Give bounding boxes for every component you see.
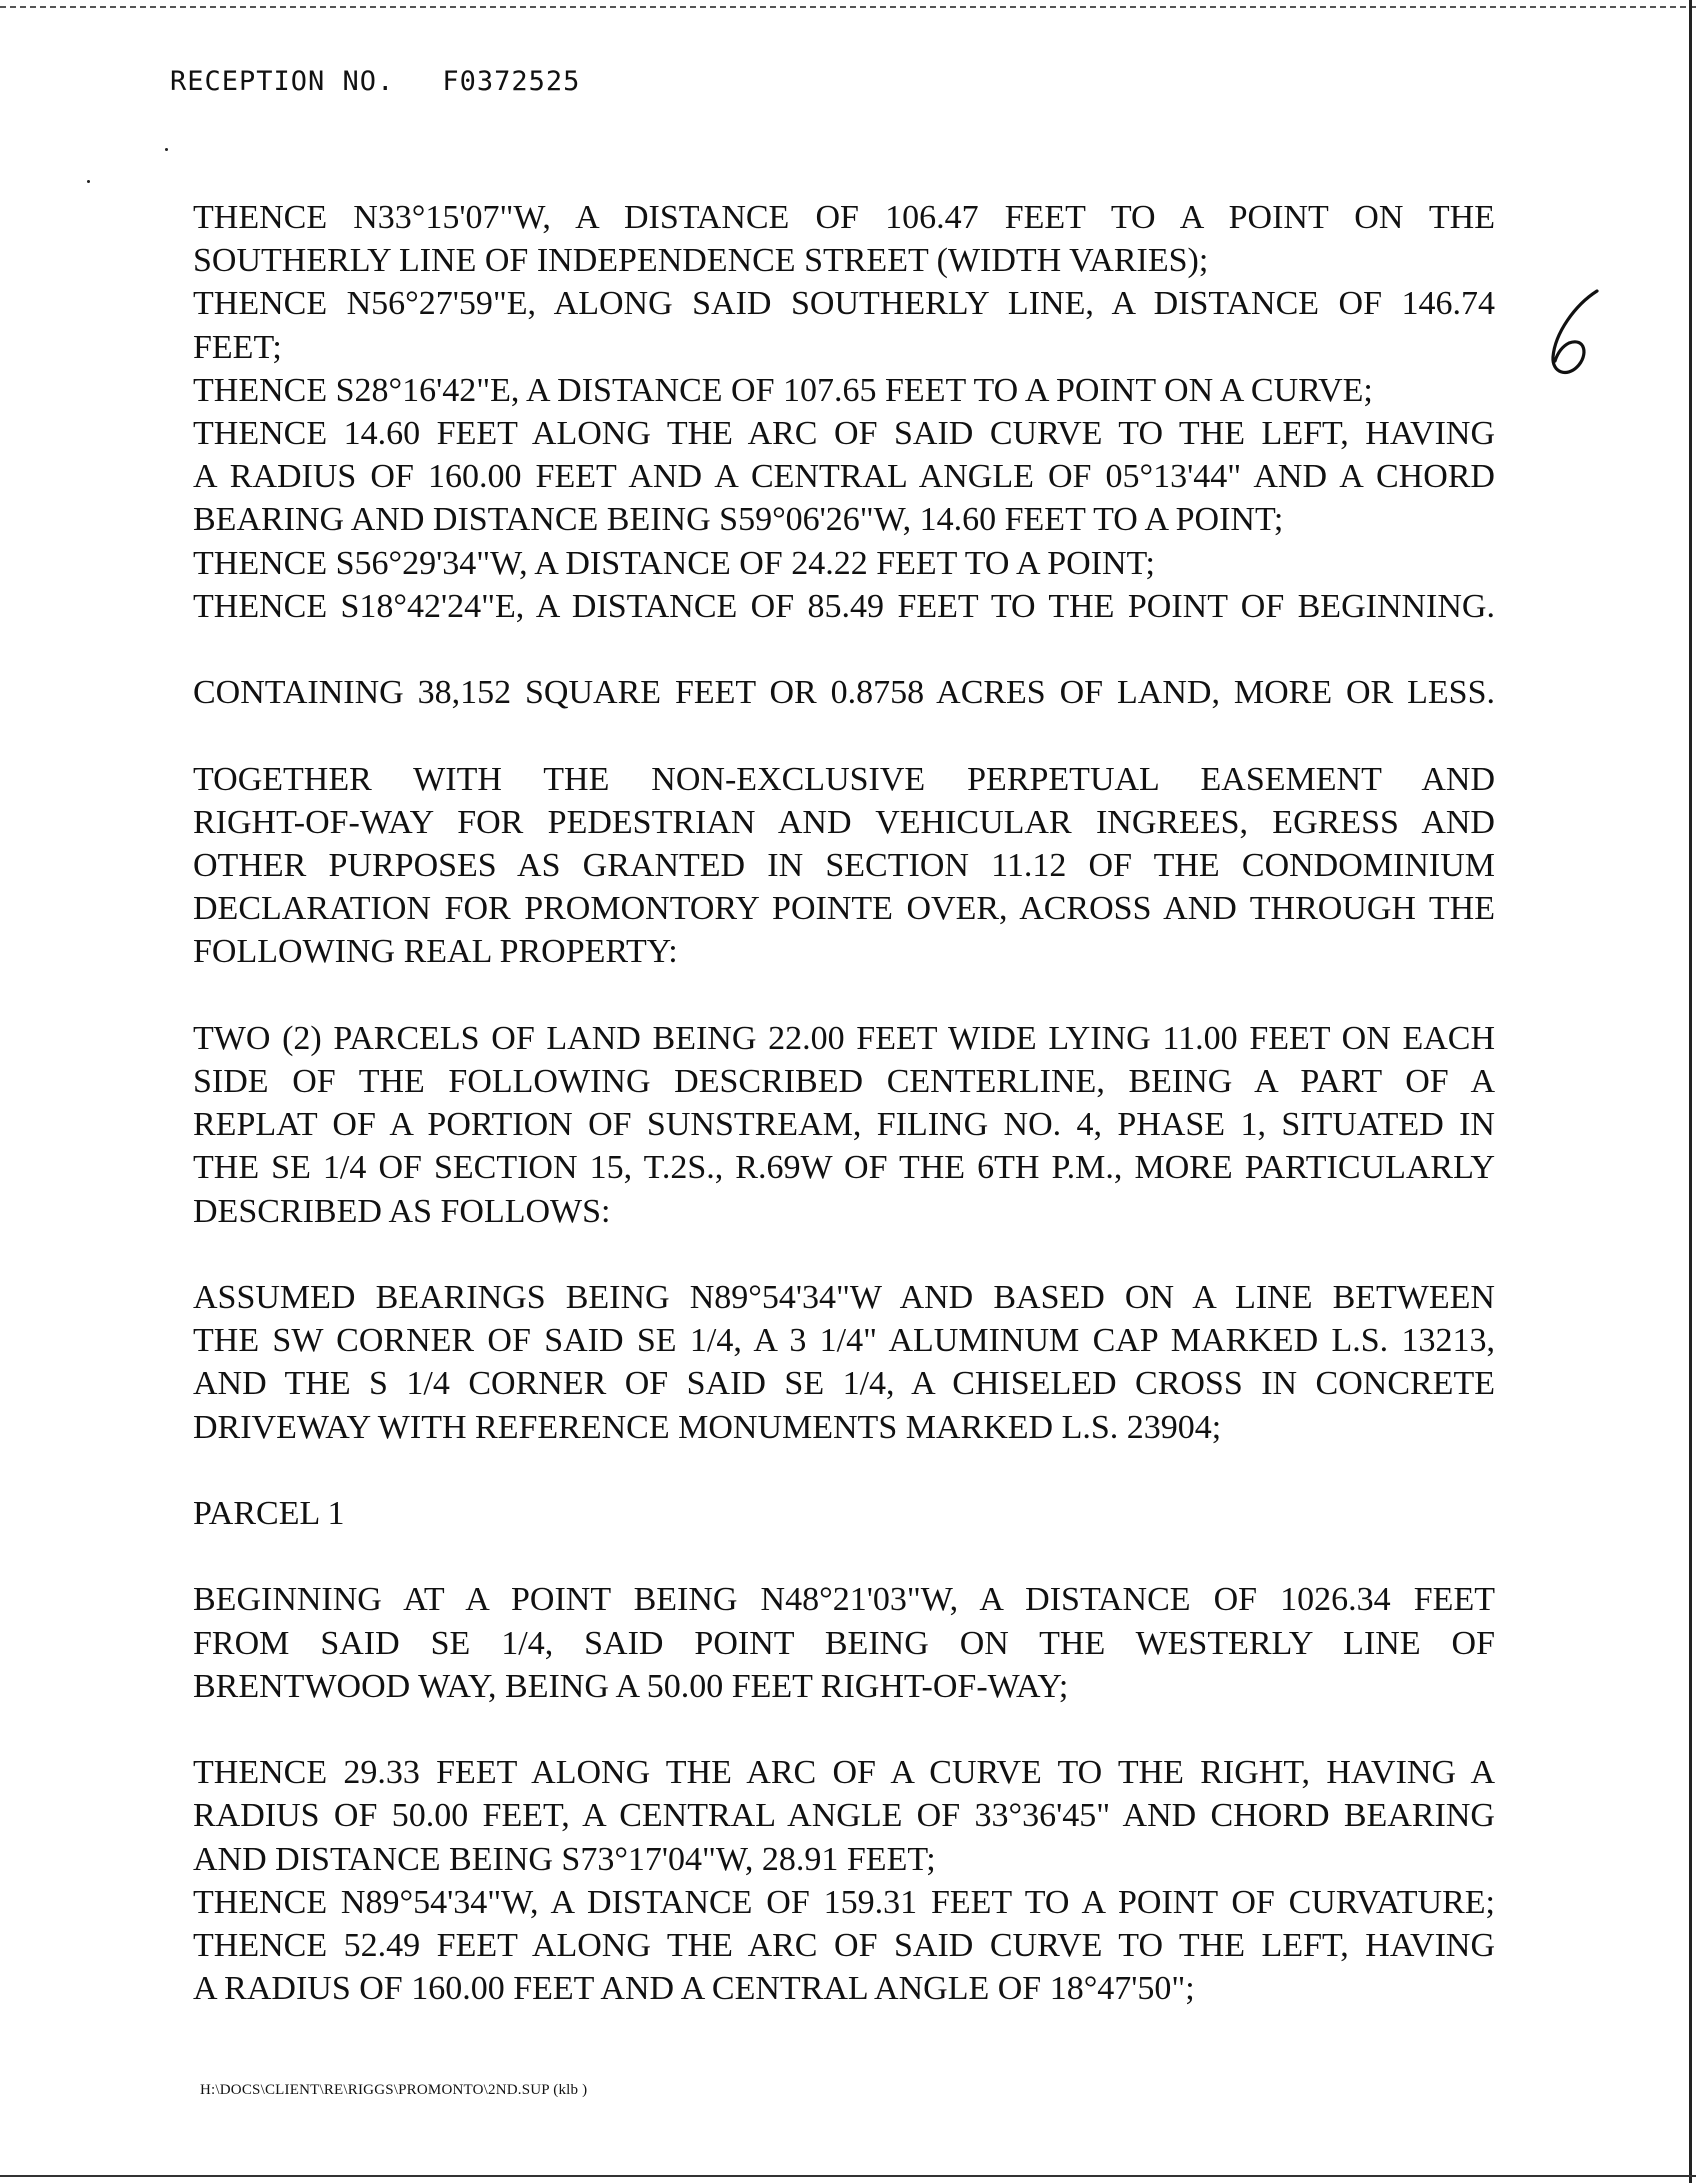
text-line: RIGHT-OF-WAY FOR PEDESTRIAN AND VEHICULAR INGREES, EGRESS AND bbox=[193, 803, 1495, 841]
text-line: AND THE S 1/4 CORNER OF SAID SE 1/4, A CHISELED CROSS IN CONCRETE bbox=[193, 1365, 1495, 1403]
text-line: THENCE 52.49 FEET ALONG THE ARC OF SAID CURVE TO THE LEFT, HAVING bbox=[193, 1927, 1495, 1965]
paragraph-gap bbox=[193, 1535, 1495, 1578]
paragraph-gap bbox=[193, 714, 1495, 757]
text-line: REPLAT OF A PORTION OF SUNSTREAM, FILING NO. 4, PHASE 1, SITUATED IN bbox=[193, 1106, 1495, 1144]
scan-edge-bottom bbox=[0, 2175, 1696, 2177]
text-line: BRENTWOOD WAY, BEING A 50.00 FEET RIGHT-OF-WAY; bbox=[193, 1667, 1069, 1705]
reception-label: RECEPTION NO. bbox=[170, 66, 395, 97]
text-line: THENCE 29.33 FEET ALONG THE ARC OF A CURVE TO THE RIGHT, HAVING A bbox=[193, 1754, 1495, 1792]
scan-speck bbox=[87, 180, 90, 183]
text-line: RADIUS OF 50.00 FEET, A CENTRAL ANGLE OF 33°36'45" AND CHORD BEARING bbox=[193, 1797, 1495, 1835]
handwritten-page-number bbox=[1545, 285, 1615, 380]
text-line: DESCRIBED AS FOLLOWS: bbox=[193, 1192, 611, 1230]
paragraph-gap bbox=[193, 974, 1495, 1017]
file-path-footer: H:\DOCS\CLIENT\RE\RIGGS\PROMONTO\2ND.SUP (klb ) bbox=[200, 2082, 588, 2098]
scan-edge-top bbox=[0, 6, 1696, 8]
text-line: THENCE S18°42'24"E, A DISTANCE OF 85.49 FEET TO THE POINT OF BEGINNING. bbox=[193, 587, 1495, 625]
text-line: TWO (2) PARCELS OF LAND BEING 22.00 FEET WIDE LYING 11.00 FEET ON EACH bbox=[193, 1019, 1495, 1057]
text-line: BEGINNING AT A POINT BEING N48°21'03"W, A DISTANCE OF 1026.34 FEET bbox=[193, 1581, 1495, 1619]
text-line: THE SE 1/4 OF SECTION 15, T.2S., R.69W OF THE 6TH P.M., MORE PARTICULARLY bbox=[193, 1149, 1495, 1187]
text-line: TOGETHER WITH THE NON-EXCLUSIVE PERPETUAL EASEMENT AND bbox=[193, 760, 1495, 798]
text-line: ASSUMED BEARINGS BEING N89°54'34"W AND BASED ON A LINE BETWEEN bbox=[193, 1279, 1495, 1317]
text-line: DRIVEWAY WITH REFERENCE MONUMENTS MARKED L.S. 23904; bbox=[193, 1408, 1222, 1446]
scan-edge-right bbox=[1689, 0, 1692, 2183]
reception-number-header bbox=[170, 66, 580, 97]
text-line: THENCE S28°16'42"E, A DISTANCE OF 107.65 FEET TO A POINT ON A CURVE; bbox=[193, 371, 1373, 409]
text-line: THENCE N56°27'59"E, ALONG SAID SOUTHERLY LINE, A DISTANCE OF 146.74 bbox=[193, 285, 1495, 323]
scan-speck bbox=[165, 148, 168, 151]
text-line: AND DISTANCE BEING S73°17'04"W, 28.91 FEET; bbox=[193, 1840, 936, 1878]
paragraph-gap bbox=[193, 628, 1495, 671]
text-line: THENCE 14.60 FEET ALONG THE ARC OF SAID CURVE TO THE LEFT, HAVING bbox=[193, 415, 1495, 453]
paragraph-gap bbox=[193, 1233, 1495, 1276]
text-line: FEET; bbox=[193, 328, 282, 366]
text-line: FOLLOWING REAL PROPERTY: bbox=[193, 933, 678, 971]
text-line: BEARING AND DISTANCE BEING S59°06'26"W, 14.60 FEET TO A POINT; bbox=[193, 501, 1284, 539]
text-line: THENCE N89°54'34"W, A DISTANCE OF 159.31 FEET TO A POINT OF CURVATURE; bbox=[193, 1883, 1495, 1921]
text-line: A RADIUS OF 160.00 FEET AND A CENTRAL ANGLE OF 05°13'44" AND A CHORD bbox=[193, 458, 1495, 496]
text-line: SOUTHERLY LINE OF INDEPENDENCE STREET (WIDTH VARIES); bbox=[193, 242, 1209, 280]
legal-description-text bbox=[193, 196, 1495, 2010]
text-line: THENCE S56°29'34"W, A DISTANCE OF 24.22 FEET TO A POINT; bbox=[193, 544, 1155, 582]
paragraph-gap bbox=[193, 1449, 1495, 1492]
text-line: SIDE OF THE FOLLOWING DESCRIBED CENTERLINE, BEING A PART OF A bbox=[193, 1063, 1495, 1101]
text-line: DECLARATION FOR PROMONTORY POINTE OVER, ACROSS AND THROUGH THE bbox=[193, 890, 1495, 928]
reception-number: F0372525 bbox=[442, 66, 581, 97]
text-line: THE SW CORNER OF SAID SE 1/4, A 3 1/4" ALUMINUM CAP MARKED L.S. 13213, bbox=[193, 1322, 1495, 1360]
paragraph-gap bbox=[193, 1708, 1495, 1751]
text-line: FROM SAID SE 1/4, SAID POINT BEING ON THE WESTERLY LINE OF bbox=[193, 1624, 1495, 1662]
text-line: CONTAINING 38,152 SQUARE FEET OR 0.8758 ACRES OF LAND, MORE OR LESS. bbox=[193, 674, 1495, 712]
text-line: A RADIUS OF 160.00 FEET AND A CENTRAL ANGLE OF 18°47'50"; bbox=[193, 1970, 1195, 2008]
text-line: THENCE N33°15'07"W, A DISTANCE OF 106.47 FEET TO A POINT ON THE bbox=[193, 199, 1495, 236]
parcel-heading: PARCEL 1 bbox=[193, 1495, 345, 1533]
text-line: OTHER PURPOSES AS GRANTED IN SECTION 11.12 OF THE CONDOMINIUM bbox=[193, 847, 1495, 885]
